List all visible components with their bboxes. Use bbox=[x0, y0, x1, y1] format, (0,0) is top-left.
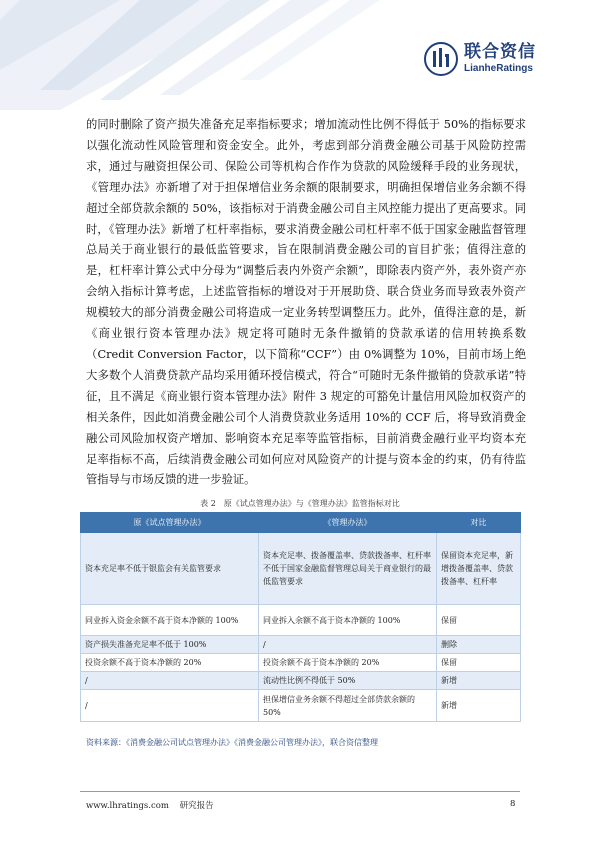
table-cell: 删除 bbox=[437, 636, 521, 654]
table-row bbox=[81, 690, 521, 722]
company-logo bbox=[424, 42, 536, 76]
page-number: 8 bbox=[510, 799, 516, 809]
table-row bbox=[81, 636, 521, 654]
table-cell: 流动性比例不得低于 50% bbox=[259, 672, 437, 690]
table-row bbox=[81, 533, 521, 605]
logo-chinese-name: 联合资信 bbox=[464, 42, 536, 62]
column-header: 原《试点管理办法》 bbox=[81, 513, 259, 533]
page-header bbox=[0, 0, 595, 110]
table-row bbox=[81, 654, 521, 672]
table-cell: 同业拆入余额不高于资本净额的 100% bbox=[259, 605, 437, 636]
comparison-table bbox=[80, 512, 521, 722]
table-cell: 保留 bbox=[437, 654, 521, 672]
table-cell: 保留资本充足率，新增拨备覆盖率、贷款拨备率、杠杆率 bbox=[437, 533, 521, 605]
table-cell: 投资余额不高于资本净额的 20% bbox=[259, 654, 437, 672]
table-cell: 新增 bbox=[437, 690, 521, 722]
table-header-row bbox=[81, 513, 521, 533]
table-cell: / bbox=[81, 672, 259, 690]
column-header: 《管理办法》 bbox=[259, 513, 437, 533]
table-cell: 保留 bbox=[437, 605, 521, 636]
table-caption: 表 2 原《试点管理办法》与《管理办法》监管指标对比 bbox=[200, 499, 400, 508]
table-cell: / bbox=[81, 690, 259, 722]
footer-divider bbox=[80, 791, 520, 792]
table-cell: 新增 bbox=[437, 672, 521, 690]
table-cell: / bbox=[259, 636, 437, 654]
table-cell: 资本充足率、拨备覆盖率、贷款拨备率、杠杆率不低于国家金融监督管理总局关于商业银行的最低监管要求 bbox=[259, 533, 437, 605]
table-cell: 资本充足率不低于银监会有关监管要求 bbox=[81, 533, 259, 605]
body-paragraph: 的同时删除了资产损失准备充足率指标要求；增加流动性比例不得低于 50%的指标要求以强化流动性风险管理和资金安全。此外，考虑到部分消费金融公司基于风险防控需求，通过与融资担保公司、保险公司等机构合作作为贷款的风险缓释手段的业务现状，《管理办法》亦新增了对于担保增信业务余额的限制要求，明确担保增信业务余额不得超过全部贷款余额的 50%，该指标对于消费金融公司自主风控能力提出了更高要求。同时，《管理办法》新增了杠杆率指标，要求消费金融公司杠杆率不低于国家金融监督管理总局关于商业银行的最低监管要求，旨在限制消费金融公司的盲目扩张；值得注意的是，杠杆率计算公式中分母为“调整后表内外资产余额”，即除表内资产外，表外资产亦会纳入指标计算考虑，上述监管指标的增设对于开展助贷、联合贷业务而导致表外资产规模较大的部分消费金融公司将造成一定业务转型调整压力。此外，值得注意的是，新《商业银行资本管理办法》规定将可随时无条件撤销的贷款承诺的信用转换系数（Credit Conversion Factor，以下简称“CCF”）由 0%调整为 10%，目前市场上绝大多数个人消费贷款产品均采用循环授信模式，符合“可随时无条件撤销的贷款承诺”特征，且不满足《商业银行资本管理办法》附件 3 规定的可豁免计量信用风险加权资产的相关条件，因此如消费金融公司个人消费贷款业务适用 10%的 CCF 后，将导致消费金融公司风险加权资产增加、影响资本充足率等监管指标，目前消费金融行业平均资本充足率指标不高，后续消费金融公司如何应对风险资产的计提与资本金的约束，仍有待监管指导与市场反馈的进一步验证。 bbox=[86, 118, 526, 487]
logo-english-name: LianheRatings bbox=[464, 63, 533, 74]
footer bbox=[86, 799, 222, 811]
table-row bbox=[81, 605, 521, 636]
table-cell: 担保增信业务余额不得超过全部贷款余额的 50% bbox=[259, 690, 437, 722]
table-row bbox=[81, 672, 521, 690]
footer-label: 研究报告 bbox=[179, 801, 214, 811]
data-source-note: 资料来源：《消费金融公司试点管理办法》《消费金融公司管理办法》，联合资信整理 bbox=[86, 738, 378, 747]
table-cell: 同业拆入资金余额不高于资本净额的 100% bbox=[81, 605, 259, 636]
table-cell: 资产损失准备充足率不低于 100% bbox=[81, 636, 259, 654]
column-header: 对比 bbox=[437, 513, 521, 533]
footer-url[interactable]: www.lhratings.com bbox=[86, 801, 169, 811]
lianhe-logo-icon bbox=[424, 42, 458, 76]
table-cell: 投资余额不高于资本净额的 20% bbox=[81, 654, 259, 672]
